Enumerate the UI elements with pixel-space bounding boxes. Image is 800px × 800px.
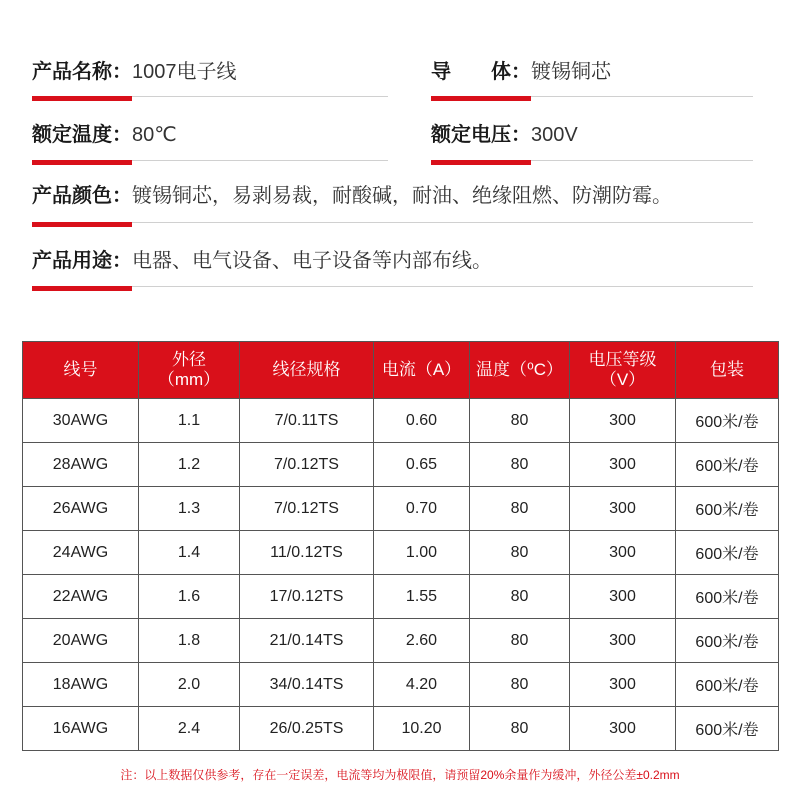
table-cell: 21/0.14TS <box>240 619 374 663</box>
divider <box>32 286 753 287</box>
table-row <box>23 575 779 619</box>
table-cell: 20AWG <box>23 619 139 663</box>
column-header: 外径 （mm） <box>139 342 240 399</box>
table-cell: 600米/卷 <box>676 531 779 575</box>
table-cell: 80 <box>470 487 570 531</box>
table-cell: 1.4 <box>139 531 240 575</box>
table-cell: 16AWG <box>23 707 139 751</box>
table-cell: 4.20 <box>374 663 470 707</box>
table-cell: 2.60 <box>374 619 470 663</box>
table-cell: 1.2 <box>139 443 240 487</box>
column-header: 电压等级 （V） <box>570 342 676 399</box>
table-cell: 28AWG <box>23 443 139 487</box>
accent-bar <box>32 160 132 165</box>
table-row <box>23 443 779 487</box>
table-cell: 300 <box>570 399 676 443</box>
table-cell: 300 <box>570 619 676 663</box>
table-cell: 80 <box>470 531 570 575</box>
spec-label: 导 体： <box>431 61 531 83</box>
table-cell: 600米/卷 <box>676 399 779 443</box>
spec-label: 产品用途： <box>32 250 132 272</box>
table-cell: 26/0.25TS <box>240 707 374 751</box>
table-cell: 300 <box>570 707 676 751</box>
table-cell: 1.00 <box>374 531 470 575</box>
spec-label: 产品名称： <box>32 61 132 83</box>
table-cell: 600米/卷 <box>676 619 779 663</box>
table-cell: 7/0.12TS <box>240 443 374 487</box>
table-row <box>23 399 779 443</box>
spec-label: 产品颜色： <box>32 185 132 207</box>
table-row <box>23 531 779 575</box>
table-cell: 80 <box>470 707 570 751</box>
spec-conductor <box>431 57 611 87</box>
accent-bar <box>32 286 132 291</box>
spec-value: 80℃ <box>132 124 177 146</box>
table-body <box>23 399 779 751</box>
table-cell: 18AWG <box>23 663 139 707</box>
table-cell: 22AWG <box>23 575 139 619</box>
spec-label: 额定电压： <box>431 124 531 146</box>
table-cell: 24AWG <box>23 531 139 575</box>
table-cell: 80 <box>470 619 570 663</box>
spec-value: 300V <box>531 124 578 146</box>
table-cell: 2.4 <box>139 707 240 751</box>
table-cell: 0.65 <box>374 443 470 487</box>
table-cell: 300 <box>570 663 676 707</box>
table-cell: 1.6 <box>139 575 240 619</box>
accent-bar <box>431 96 531 101</box>
column-header: 线号 <box>23 342 139 399</box>
table-cell: 80 <box>470 575 570 619</box>
table-row <box>23 663 779 707</box>
footnote: 注：以上数据仅供参考，存在一定误差，电流等均为极限值，请预留20%余量作为缓冲，外径公差±0.2mm <box>120 768 680 782</box>
table-cell: 0.70 <box>374 487 470 531</box>
accent-bar <box>32 96 132 101</box>
table-cell: 600米/卷 <box>676 575 779 619</box>
column-header: 温度（⁰C） <box>470 342 570 399</box>
table-cell: 30AWG <box>23 399 139 443</box>
table-row <box>23 487 779 531</box>
table-cell: 2.0 <box>139 663 240 707</box>
table-cell: 1.3 <box>139 487 240 531</box>
table-cell: 300 <box>570 575 676 619</box>
table-cell: 26AWG <box>23 487 139 531</box>
table-cell: 600米/卷 <box>676 443 779 487</box>
table-cell: 600米/卷 <box>676 707 779 751</box>
spec-product-name <box>32 57 237 87</box>
accent-bar <box>32 222 132 227</box>
column-header: 电流（A） <box>374 342 470 399</box>
column-header: 线径规格 <box>240 342 374 399</box>
table-cell: 11/0.12TS <box>240 531 374 575</box>
table-cell: 7/0.12TS <box>240 487 374 531</box>
spec-rated-voltage <box>431 120 578 150</box>
table-cell: 600米/卷 <box>676 663 779 707</box>
spec-table <box>22 341 779 751</box>
spec-value: 电器、电气设备、电子设备等内部布线。 <box>132 250 492 272</box>
table-cell: 1.8 <box>139 619 240 663</box>
spec-value: 镀锡铜芯 <box>531 61 611 83</box>
spec-product-color <box>32 181 672 211</box>
table-cell: 80 <box>470 663 570 707</box>
table-cell: 34/0.14TS <box>240 663 374 707</box>
table-cell: 600米/卷 <box>676 487 779 531</box>
table-cell: 0.60 <box>374 399 470 443</box>
table-cell: 80 <box>470 399 570 443</box>
spec-label: 额定温度： <box>32 124 132 146</box>
table-cell: 80 <box>470 443 570 487</box>
table-cell: 7/0.11TS <box>240 399 374 443</box>
accent-bar <box>431 160 531 165</box>
table-cell: 10.20 <box>374 707 470 751</box>
table-header-row <box>23 342 779 399</box>
table-cell: 300 <box>570 443 676 487</box>
table-cell: 17/0.12TS <box>240 575 374 619</box>
table-row <box>23 707 779 751</box>
column-header: 包装 <box>676 342 779 399</box>
table-cell: 300 <box>570 531 676 575</box>
divider <box>32 222 753 223</box>
spec-rated-temperature <box>32 120 177 150</box>
spec-product-use <box>32 246 492 276</box>
spec-value: 1007电子线 <box>132 61 237 83</box>
table-cell: 1.1 <box>139 399 240 443</box>
table-row <box>23 619 779 663</box>
table-cell: 1.55 <box>374 575 470 619</box>
spec-value: 镀锡铜芯，易剥易裁，耐酸碱，耐油、绝缘阻燃、防潮防霉。 <box>132 185 672 207</box>
table-cell: 300 <box>570 487 676 531</box>
